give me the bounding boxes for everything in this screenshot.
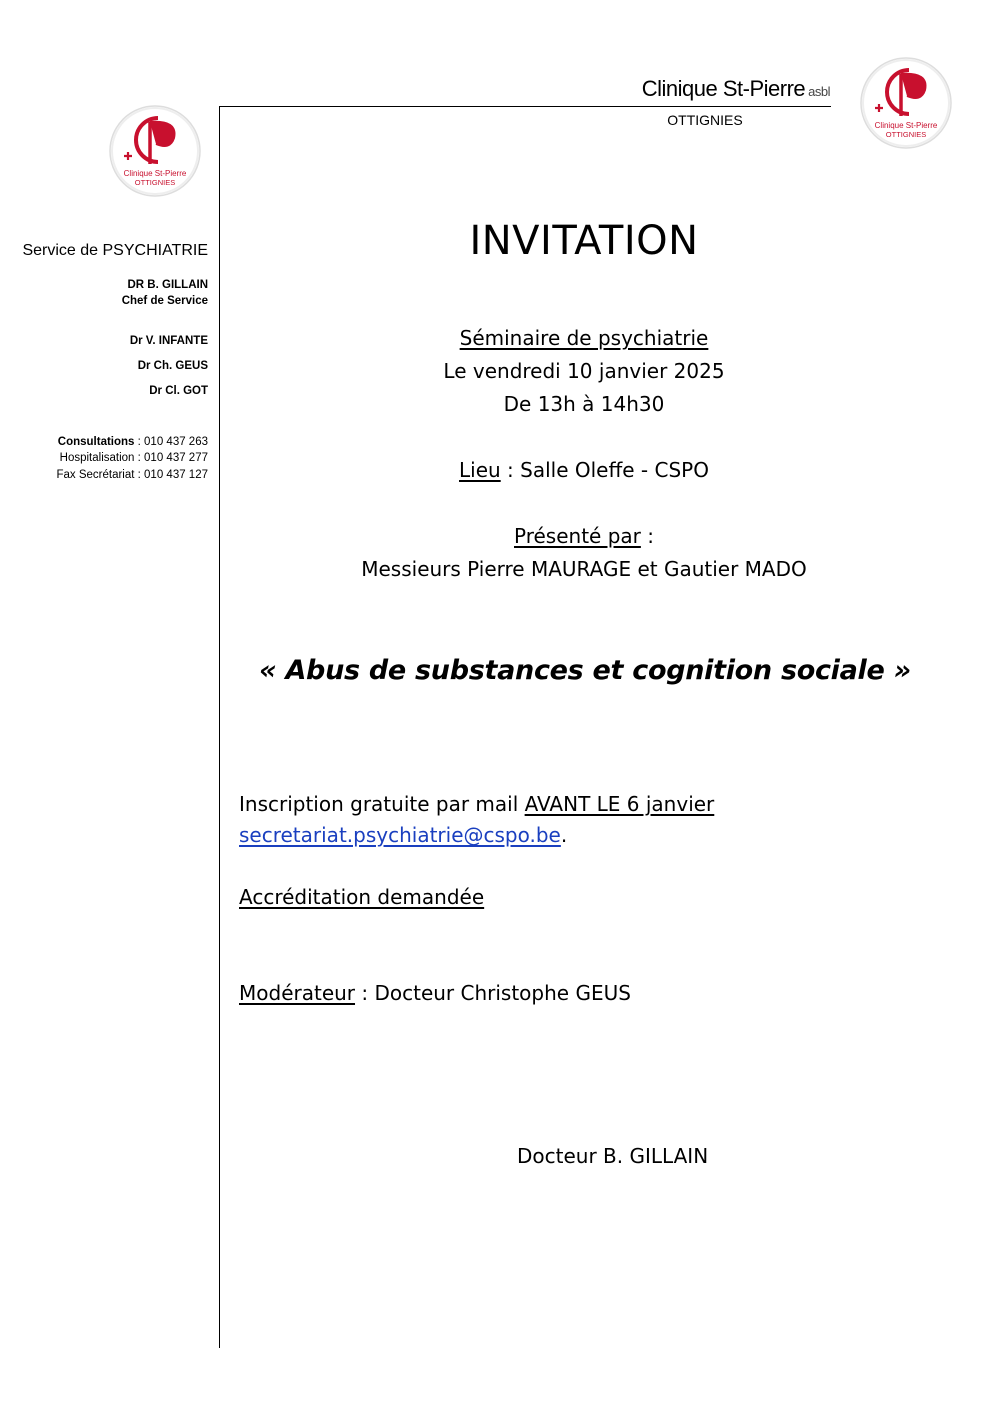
contact-value: : 010 437 127 — [134, 469, 208, 481]
seminar-line — [300, 326, 868, 350]
contact-value: : 010 437 277 — [134, 452, 208, 464]
email-line — [239, 823, 567, 847]
registration-deadline: AVANT LE 6 janvier — [524, 792, 715, 816]
logo-caption-1: Clinique St-Pierre — [874, 121, 938, 130]
contact-fax — [56, 469, 208, 481]
clinic-logo-left — [108, 104, 202, 198]
doctor-item: Dr Cl. GOT — [149, 385, 208, 397]
clinic-name — [560, 76, 830, 102]
contact-hospitalisation — [60, 452, 208, 464]
contact-value: : 010 437 263 — [134, 436, 208, 448]
presented-label: Présenté par — [514, 524, 641, 548]
signature: Docteur B. GILLAIN — [517, 1144, 709, 1168]
clinic-logo-right — [859, 56, 953, 150]
header-rule — [219, 106, 831, 107]
logo-caption-1: Clinique St-Pierre — [123, 169, 187, 178]
contact-label: Fax Secrétariat — [56, 469, 135, 481]
clinic-name-text: Clinique St-Pierre — [641, 76, 806, 101]
seminar-name: Séminaire de psychiatrie — [459, 326, 709, 350]
moderator-line — [239, 981, 631, 1005]
email-suffix: . — [560, 823, 568, 847]
moderator-value: : Docteur Christophe GEUS — [355, 981, 631, 1005]
contact-label: Hospitalisation — [59, 452, 135, 464]
clinic-city: OTTIGNIES — [667, 112, 743, 128]
moderator-label: Modérateur — [239, 981, 356, 1005]
talk-topic: « Abus de substances et cognition sociale » — [259, 655, 911, 686]
place-value: : Salle Oleffe - CSPO — [500, 458, 709, 482]
place-label: Lieu — [459, 458, 501, 482]
accreditation-line — [239, 885, 484, 909]
head-role: Chef de Service — [121, 295, 208, 307]
presented-suffix: : — [640, 524, 654, 548]
registration-text: Inscription gratuite par mail — [239, 792, 525, 816]
registration-line — [239, 792, 714, 816]
doctor-item: Dr V. INFANTE — [129, 335, 208, 347]
logo-caption-2: OTTIGNIES — [885, 130, 927, 139]
accreditation-text: Accréditation demandée — [239, 885, 485, 909]
seminar-date: Le vendredi 10 janvier 2025 — [443, 359, 725, 383]
email-link[interactable]: secretariat.psychiatrie@cspo.be — [239, 823, 561, 847]
service-title: Service de PSYCHIATRIE — [22, 242, 208, 259]
head-name: DR B. GILLAIN — [127, 279, 208, 291]
page-title: INVITATION — [469, 218, 699, 264]
seminar-time: De 13h à 14h30 — [503, 392, 665, 416]
presenters: Messieurs Pierre MAURAGE et Gautier MADO — [361, 557, 807, 581]
presented-line — [300, 524, 868, 548]
contact-label: Consultations — [57, 436, 135, 448]
logo-caption-2: OTTIGNIES — [134, 178, 176, 187]
place-line — [300, 458, 868, 482]
contact-consultations — [58, 436, 208, 448]
clinic-suffix: asbl — [808, 84, 830, 99]
left-margin-rule — [219, 106, 220, 1348]
doctor-item: Dr Ch. GEUS — [137, 360, 208, 372]
